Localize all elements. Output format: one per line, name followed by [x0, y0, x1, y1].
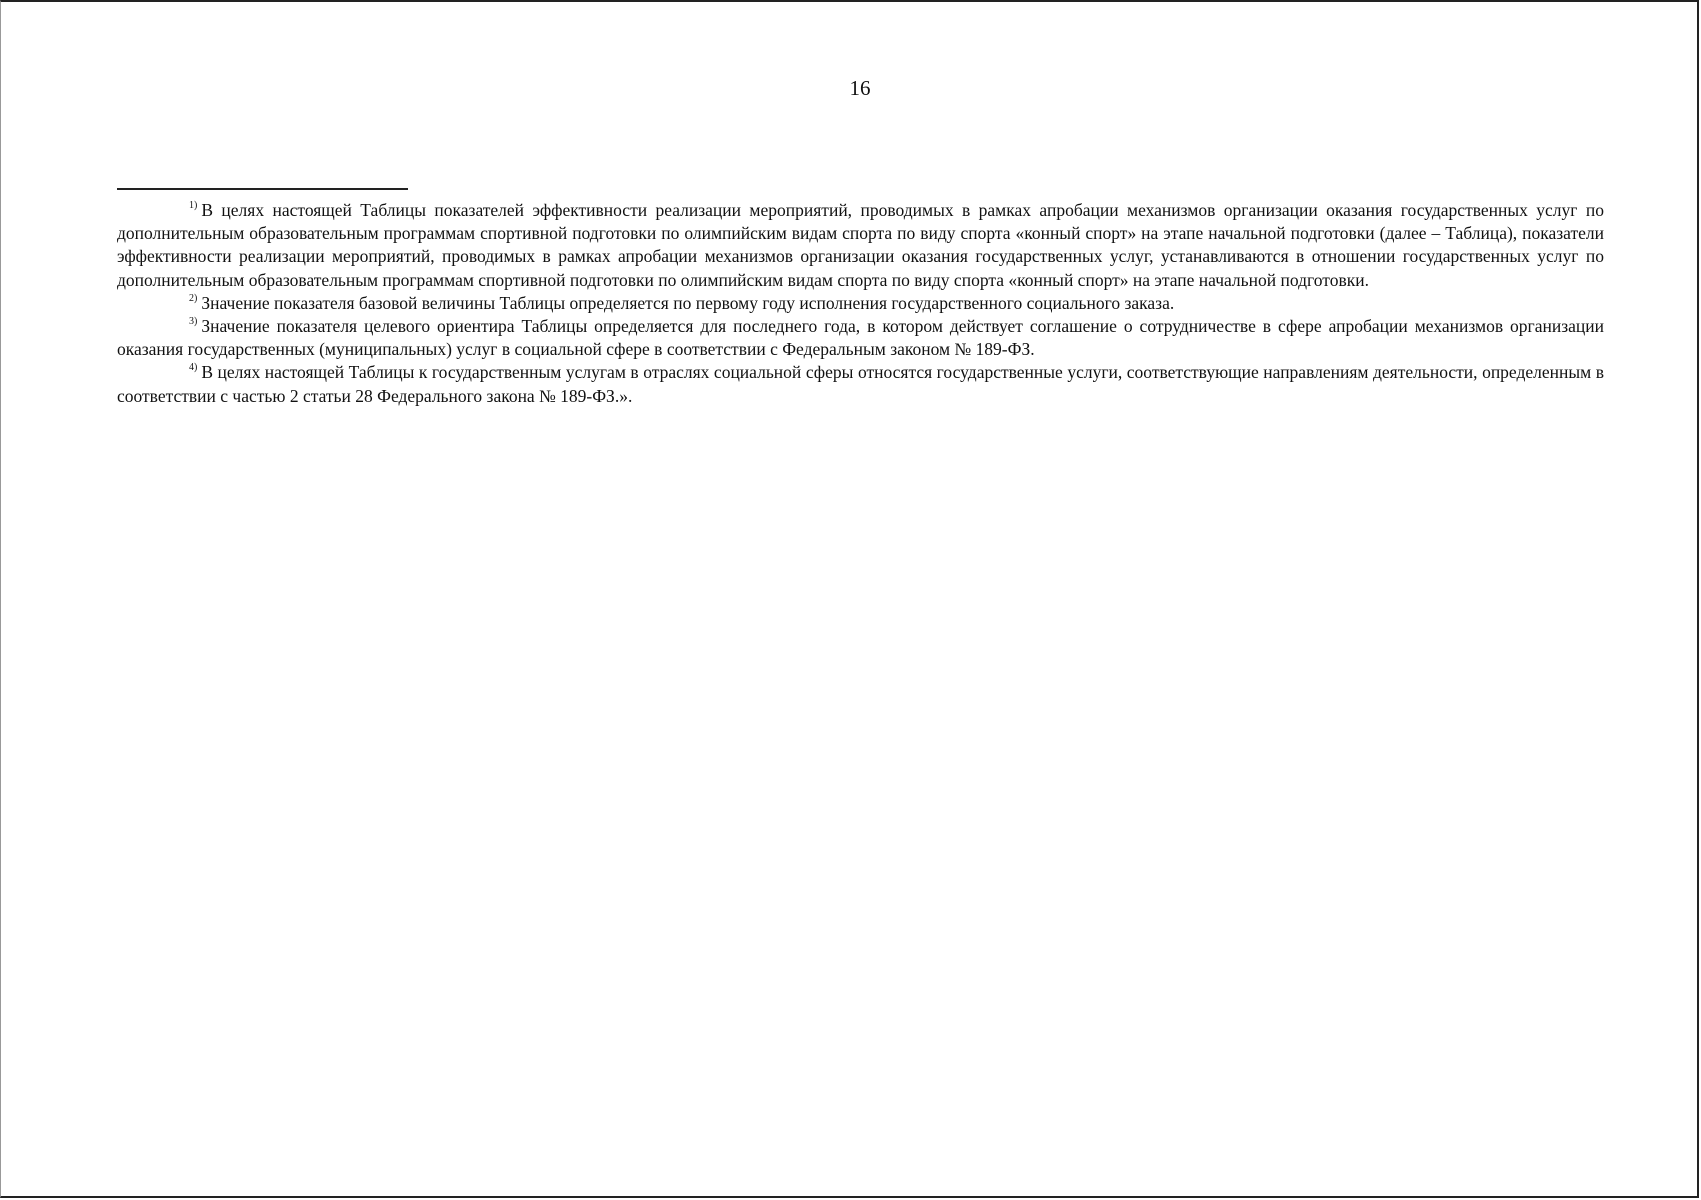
footnote-2 [117, 292, 1604, 315]
footnote-marker: 4) [189, 362, 198, 374]
footnote-separator [117, 188, 408, 190]
footnote-1 [117, 199, 1604, 292]
footnote-marker: 2) [189, 292, 198, 304]
footnote-marker: 3) [189, 316, 198, 328]
footnote-text: В целях настоящей Таблицы к государственным услугам в отраслях социальной сферы относятся государственные услуги, соответствующие направлениям деятельности, определенным в соответствии с частью 2 статьи 28 Федерального закона № 189-ФЗ.». [117, 362, 1604, 406]
footnote-text: В целях настоящей Таблицы показателей эффективности реализации мероприятий, проводимых в рамках апробации механизмов организации оказания государственных услуг по дополнительным образовательным программам спортивной подготовки по олимпийским видам спорта по виду спорта «конный спорт» на этапе начальной подготовки (далее – Таблица), показатели эффективности реализации мероприятий, проводимых в рамках апробации механизмов организации оказания государственных услуг, устанавливаются в отношении государственных услуг по дополнительным образовательным программам спортивной подготовки по олимпийским видам спорта по виду спорта «конный спорт» на этапе начальной подготовки. [117, 200, 1604, 290]
footnotes-section [117, 199, 1604, 408]
page-number: 16 [849, 76, 871, 100]
footnote-4 [117, 361, 1604, 407]
footnote-marker: 1) [189, 200, 198, 211]
footnote-text: Значение показателя базовой величины Таблицы определяется по первому году исполнения государственного социального заказа. [201, 292, 1175, 313]
footnote-3 [117, 315, 1604, 361]
footnote-text: Значение показателя целевого ориентира Таблицы определяется для последнего года, в котором действует соглашение о сотрудничестве в сфере апробации механизмов организации оказания государственных (муниципальных) услуг в социальной сфере в соответствии с Федеральным законом № 189-ФЗ. [117, 316, 1604, 360]
